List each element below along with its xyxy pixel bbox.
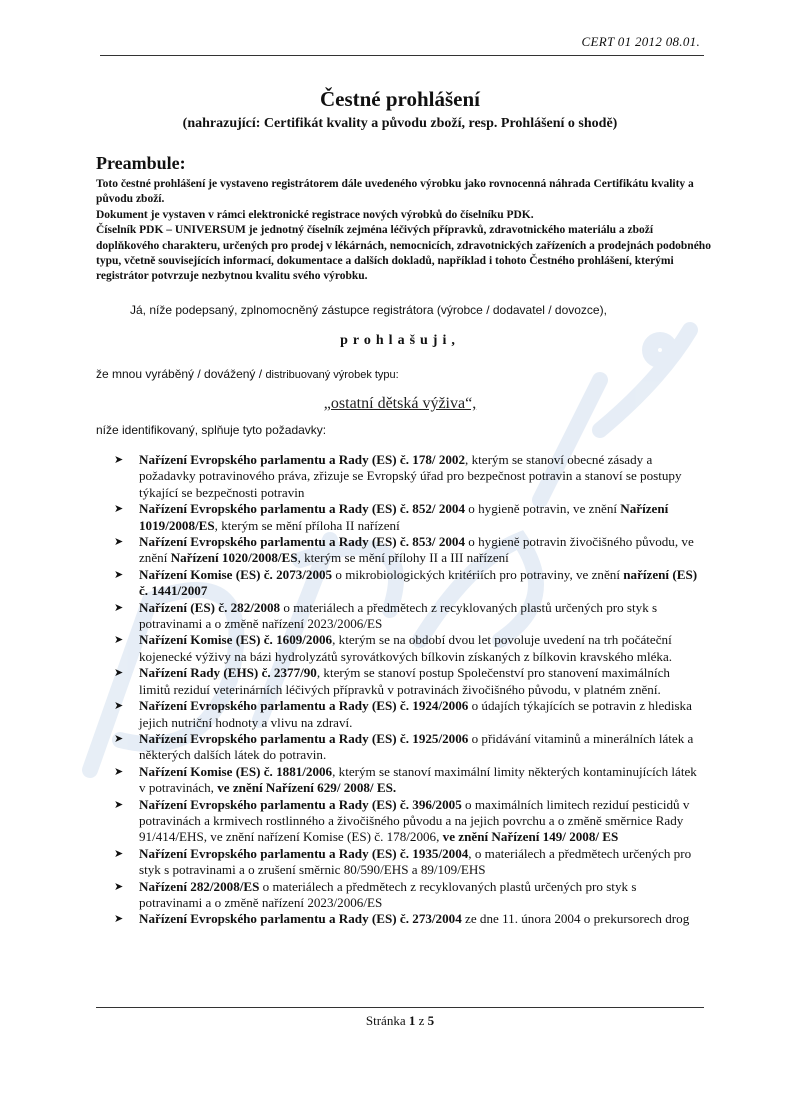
requirements-intro: níže identifikovaný, splňuje tyto požadavky:	[96, 423, 327, 437]
regulation-item	[114, 911, 702, 927]
page-number-current: 1	[408, 1013, 416, 1028]
arrow-bullet-icon: ➤	[114, 846, 124, 860]
product-type-main: že mnou vyráběný / dovážený /	[96, 367, 266, 381]
regulation-description: o hygieně potravin živočišného původu, ve znění	[139, 534, 694, 566]
arrow-bullet-icon: ➤	[114, 731, 124, 745]
regulation-description: o hygieně potravin, ve znění	[465, 501, 621, 517]
product-type-small: distribuovaný výrobek typu:	[265, 369, 399, 381]
regulation-item	[114, 600, 702, 633]
arrow-bullet-icon: ➤	[114, 453, 124, 466]
regulation-description: , kterým se mění příloha II nařízení	[214, 517, 400, 533]
footer-divider	[96, 1007, 704, 1008]
regulation-reference: Nařízení 282/2008/ES	[139, 878, 260, 894]
arrow-bullet-icon: ➤	[114, 879, 124, 893]
page-number-total: 5	[427, 1013, 435, 1028]
regulation-item	[114, 797, 702, 846]
regulation-description: , o materiálech a předmětech určených pro styk s potravinami a o zrušení směrnic 80/590/EHS a 89/109/EHS	[139, 845, 692, 878]
regulation-list	[114, 452, 702, 928]
regulation-reference: Nařízení Komise (ES) č. 2073/2005	[139, 566, 333, 582]
regulation-item	[114, 879, 702, 912]
regulation-description: o údajích týkajících se potravin z hlediska jejich nutriční hodnoty a vlivu na zdraví.	[139, 698, 692, 730]
arrow-bullet-icon: ➤	[114, 600, 124, 614]
document-code: CERT 01 2012 08.01.	[581, 34, 700, 49]
regulation-description: , kterým se mění přílohy II a III nařízení	[297, 550, 509, 566]
regulation-reference: Nařízení Evropského parlamentu a Rady (ES) č. 852/ 2004	[139, 501, 466, 517]
arrow-bullet-icon: ➤	[114, 764, 124, 778]
regulation-reference: Nařízení (ES) č. 282/2008	[139, 599, 281, 615]
regulation-reference: Nařízení Evropského parlamentu a Rady (ES) č. 396/2005	[139, 796, 462, 812]
preamble-paragraph: Dokument je vystaven v rámci elektronické registrace nových výrobků do číselníku PDK.	[96, 208, 534, 221]
regulation-reference: Nařízení Komise (ES) č. 1881/2006	[139, 763, 333, 779]
arrow-bullet-icon: ➤	[114, 502, 124, 516]
regulation-item	[114, 632, 702, 665]
regulation-reference: Nařízení Evropského parlamentu a Rady (ES) č. 1935/2004	[139, 845, 469, 861]
header-divider	[100, 55, 704, 56]
signatory-intro: Já, níže podepsaný, zplnomocněný zástupce registrátora (výrobce / dodavatel / dovozce),	[130, 303, 607, 317]
regulation-item	[114, 846, 702, 879]
regulation-description: o mikrobiologických kritériích pro potraviny, ve znění	[332, 566, 624, 582]
regulation-reference: Nařízení Evropského parlamentu a Rady (ES) č. 1925/2006	[139, 730, 469, 746]
arrow-bullet-icon: ➤	[114, 797, 124, 811]
regulation-item	[114, 665, 702, 698]
regulation-reference: Nařízení Evropského parlamentu a Rady (ES) č. 853/ 2004	[139, 534, 466, 550]
regulation-reference: Nařízení Komise (ES) č. 1609/2006	[139, 632, 333, 648]
declaration-word: prohlašuji,	[340, 333, 460, 348]
product-name-text: „ostatní dětská výživa“,	[323, 395, 477, 412]
preamble-paragraph: Číselník PDK – UNIVERSUM je jednotný číselník zejména léčivých přípravků, zdravotnického materiálu a zboží doplňkového charakteru, určených pro prodej v lékárnách, nemocnicích, zdravotnických zařízeních a prodejnách podobného typu, včetně souvisejících informací, dokumentace a dalších dokladů, například i tohoto Čestného prohlášení, kterými registrátor potvrzuje nezbytnou kvalitu svého výrobku.	[96, 224, 711, 283]
regulation-description: , kterým se stanoví obecné zásady a požadavky potravinového práva, zřizuje se Evropský úřad pro bezpečnost potravin a stanoví se postupy týkající se bezpečnosti potravin	[139, 452, 682, 500]
arrow-bullet-icon: ➤	[114, 535, 124, 549]
page-subtitle: (nahrazující: Certifikát kvality a původu zboží, resp. Prohlášení o shodě)	[182, 116, 618, 131]
regulation-description: o přidávání vitaminů a minerálních látek a některých dalších látek do potravin.	[139, 730, 694, 763]
regulation-description: o maximálních limitech reziduí pesticidů v potravinách a krmivech rostlinného a živočišného původu a na jejich povrchu a o změně směrnice Rady 91/414/EHS, ve znění nařízení Komise (ES) č. 178/2006,	[139, 796, 690, 845]
regulation-description: ze dne 11. února 2004 o prekursorech drog	[461, 911, 690, 927]
regulation-reference: Nařízení Evropského parlamentu a Rady (ES) č. 178/ 2002	[139, 452, 466, 467]
regulation-reference: Nařízení Evropského parlamentu a Rady (ES) č. 273/2004	[139, 911, 462, 927]
arrow-bullet-icon: ➤	[114, 633, 124, 647]
preamble-heading: Preambule:	[96, 153, 186, 173]
regulation-description: o materiálech a předmětech z recyklovaných plastů určených pro styk s potravinami a o změně nařízení 2023/2006/ES	[139, 878, 637, 910]
regulation-item	[114, 764, 702, 797]
product-name	[0, 395, 800, 413]
page-number-middle: z	[415, 1013, 428, 1028]
preamble-text	[96, 177, 716, 285]
arrow-bullet-icon: ➤	[114, 699, 124, 713]
regulation-item	[114, 534, 702, 567]
preamble-paragraph: Toto čestné prohlášení je vystaveno registrátorem dále uvedeného výrobku jako rovnocenná náhrada Certifikátu kvality a původu zboží.	[96, 178, 694, 206]
regulation-reference: nařízení (ES) č. 1441/2007	[139, 566, 698, 599]
page-number-prefix: Stránka	[365, 1013, 409, 1028]
regulation-description: , kterým se stanoví postup Společenství pro stanovení maximálních limitů reziduí veterinárních léčivých přípravků v potravinách živočišného původu, v platném znění.	[139, 665, 670, 697]
regulation-reference: Nařízení Evropského parlamentu a Rady (ES) č. 1924/2006	[139, 698, 469, 714]
arrow-bullet-icon: ➤	[114, 912, 124, 926]
regulation-description: , kterým se na období dvou let povoluje uvedení na trh počáteční kojenecké výživy na bázi hydrolyzátů syrovátkových bílkovin získaných z bílkovin kravského mléka.	[139, 632, 673, 664]
arrow-bullet-icon: ➤	[114, 567, 124, 581]
page-number	[0, 1013, 800, 1029]
page-title: Čestné prohlášení	[319, 87, 481, 111]
regulation-item	[114, 698, 702, 731]
product-type-line	[96, 367, 399, 381]
regulation-reference: ve znění Nařízení 149/ 2008/ ES	[442, 829, 619, 845]
regulation-item	[114, 731, 702, 764]
regulation-description: o materiálech a předmětech z recyklovaných plastů určených pro styk s potravinami a o změně nařízení 2023/2006/ES	[139, 599, 658, 632]
regulation-reference: Nařízení 1020/2008/ES	[170, 550, 298, 566]
regulation-reference: Nařízení Rady (EHS) č. 2377/90	[139, 665, 317, 681]
regulation-item	[114, 567, 702, 600]
regulation-reference: Nařízení 1019/2008/ES	[139, 501, 669, 533]
regulation-reference: ve znění Nařízení 629/ 2008/ ES.	[217, 780, 397, 796]
regulation-description: , kterým se stanoví maximální limity některých kontaminujících látek v potravinách,	[139, 763, 697, 796]
regulation-item	[114, 452, 702, 501]
arrow-bullet-icon: ➤	[114, 666, 124, 680]
regulation-item	[114, 501, 702, 534]
